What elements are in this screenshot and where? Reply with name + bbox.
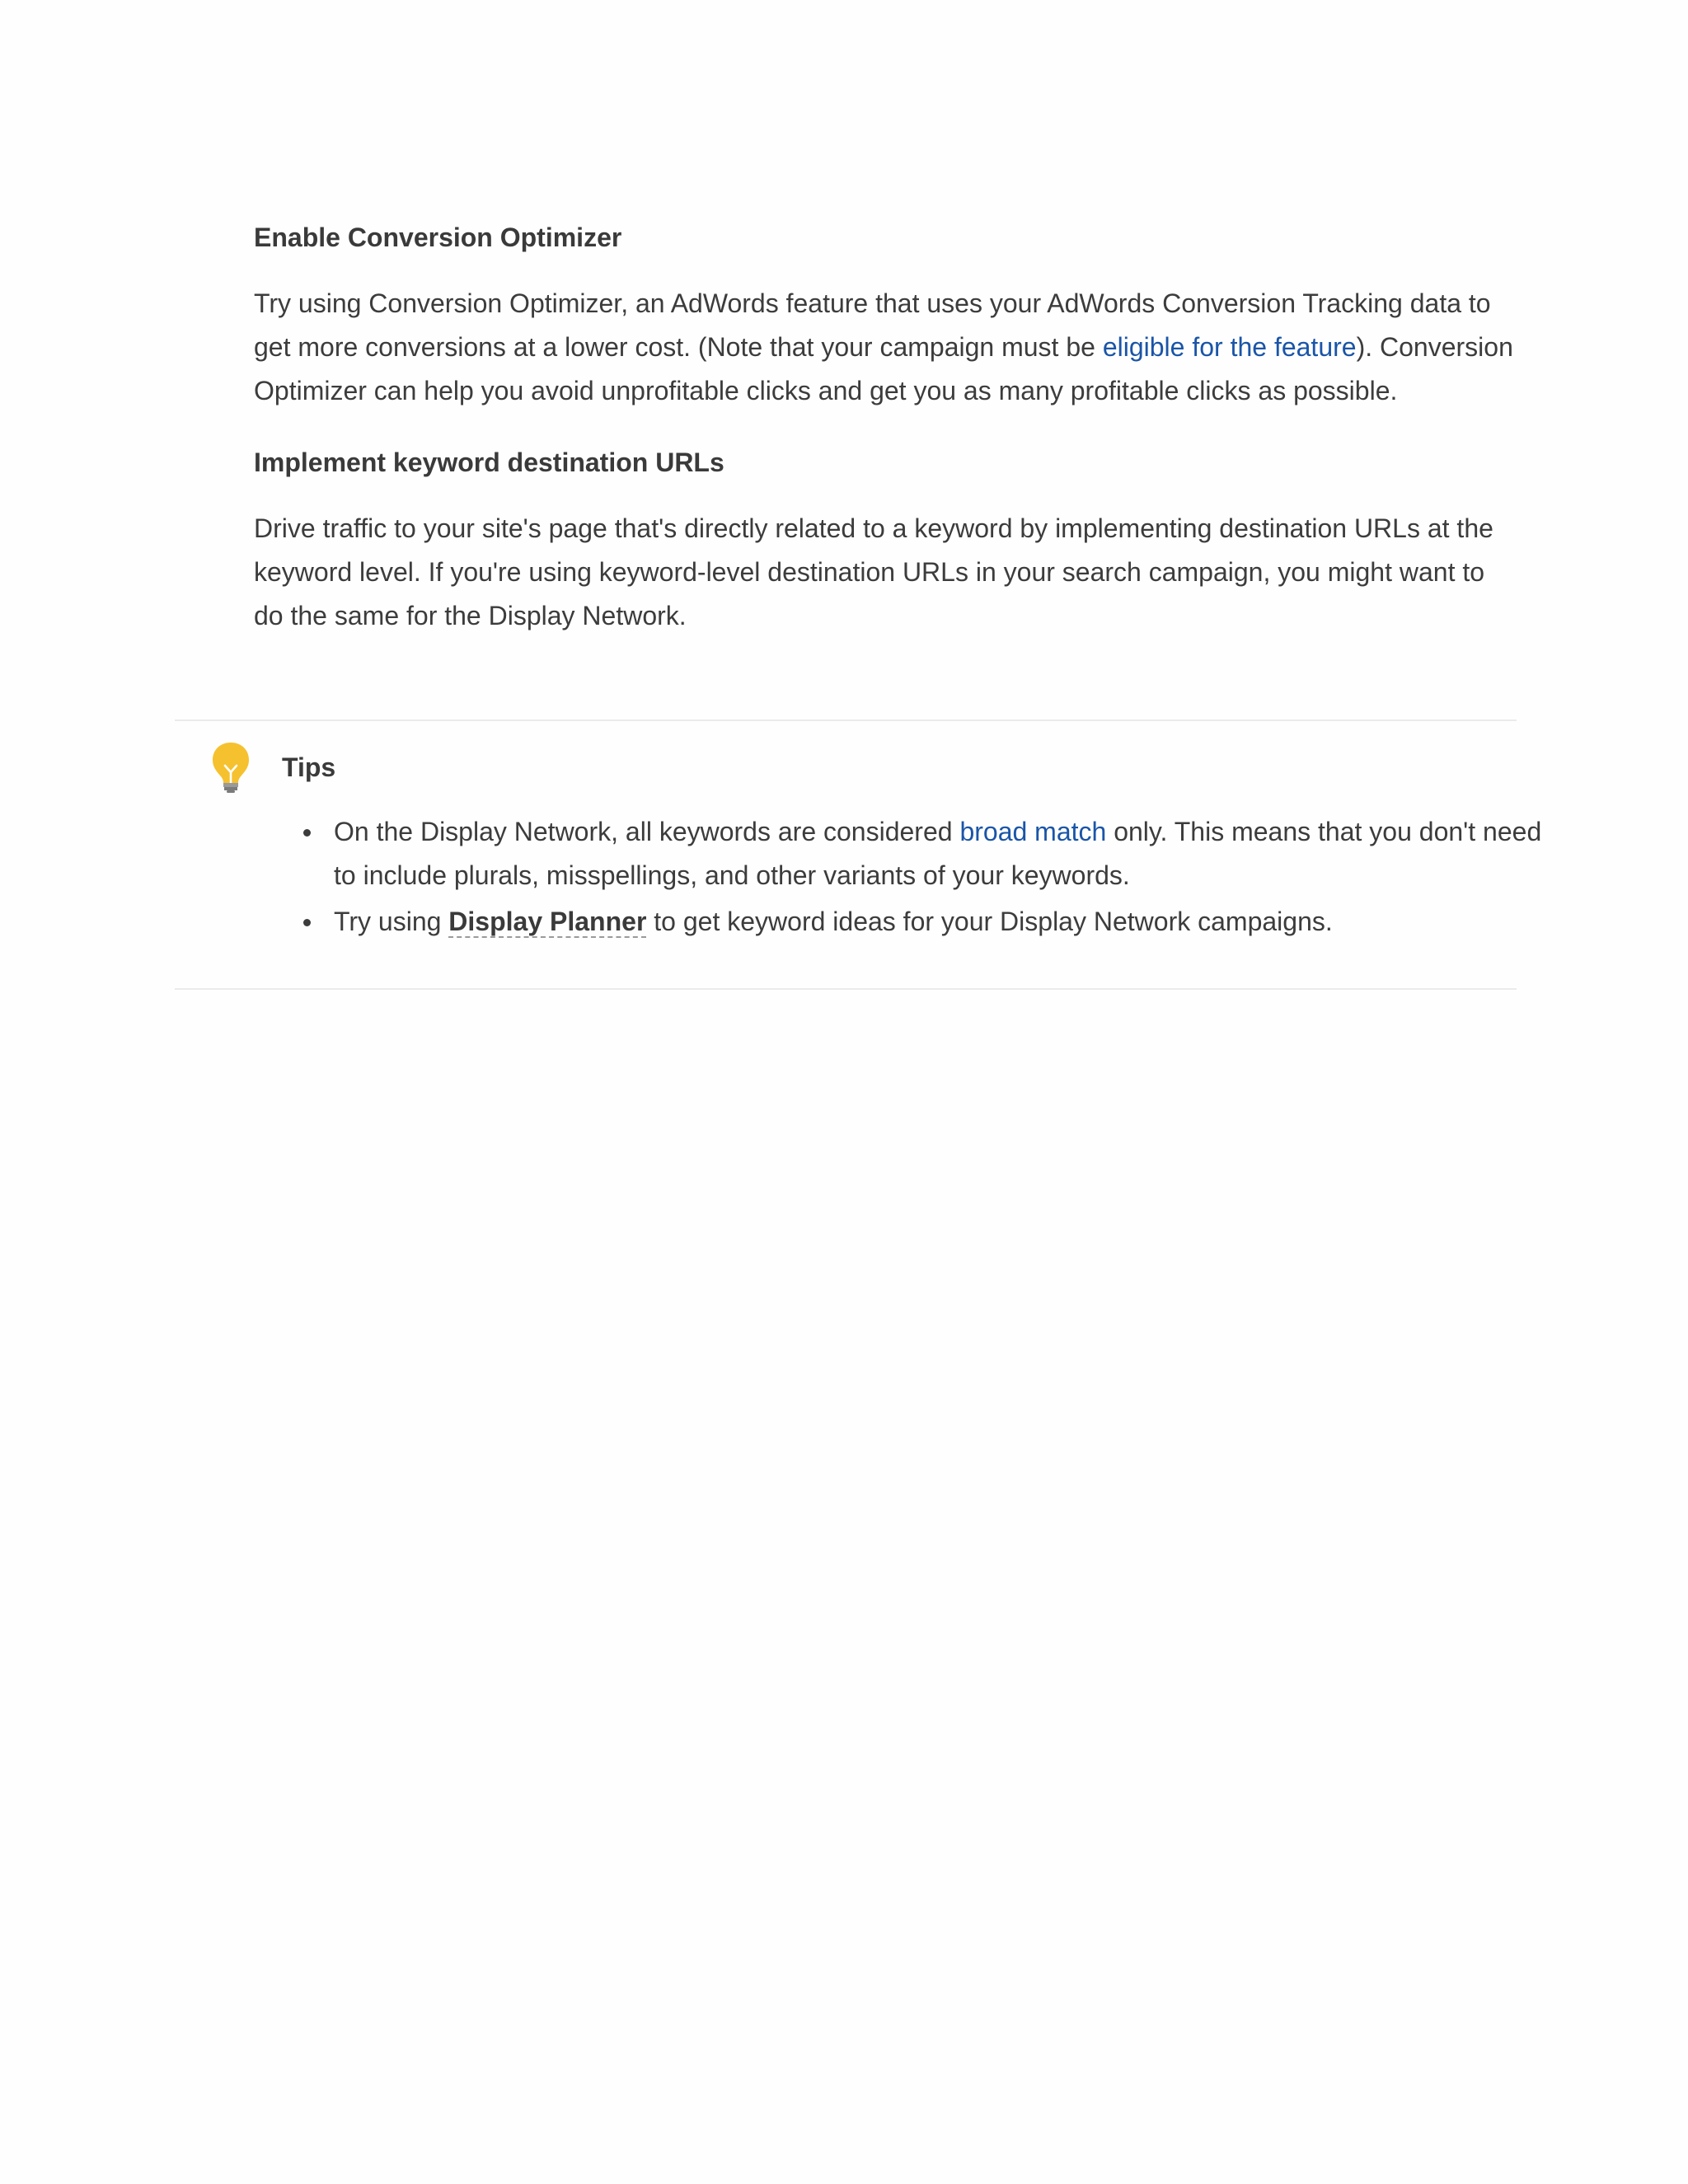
paragraph-text: ). Conversion Optimizer can help you avoid unprofitable clicks and get you as many profitable clicks as possible. xyxy=(254,332,1513,405)
heading-enable-conversion-optimizer: Enable Conversion Optimizer xyxy=(254,223,622,252)
tip-text: Try using xyxy=(334,907,449,936)
display-planner-term[interactable]: Display Planner xyxy=(448,907,647,936)
heading-keyword-destination-urls: Implement keyword destination URLs xyxy=(254,448,724,477)
broad-match-link[interactable]: broad match xyxy=(959,817,1107,846)
lightbulb-icon xyxy=(211,741,251,795)
tip-item-broad-match xyxy=(334,810,1545,898)
eligible-for-the-feature-link[interactable]: eligible for the feature xyxy=(1102,332,1357,362)
paragraph-text: Try using Conversion Optimizer, an AdWords feature that uses your AdWords Conversion Tracking data to get more conversions at a lower cost. (Note that your campaign must be xyxy=(254,288,1491,362)
tip-text: only. This means that you don't need to include plurals, misspellings, and other variants of your keywords. xyxy=(334,817,1542,890)
article-content xyxy=(254,216,1515,638)
tip-text: On the Display Network, all keywords are considered xyxy=(334,817,960,846)
tips-title: Tips xyxy=(282,752,336,782)
paragraph-keyword-destination-urls: Drive traffic to your site's page that's directly related to a keyword by implementing destination URLs at the keyword level. If you're using keyword-level destination URLs in your search campaign, you might want to do the same for the Display Network. xyxy=(254,513,1493,630)
tip-item-display-planner xyxy=(334,900,1545,944)
tips-list xyxy=(282,810,1545,946)
tips-callout xyxy=(175,719,1542,990)
paragraph-conversion-optimizer xyxy=(254,282,1515,413)
tip-text: to get keyword ideas for your Display Network campaigns. xyxy=(646,907,1333,936)
